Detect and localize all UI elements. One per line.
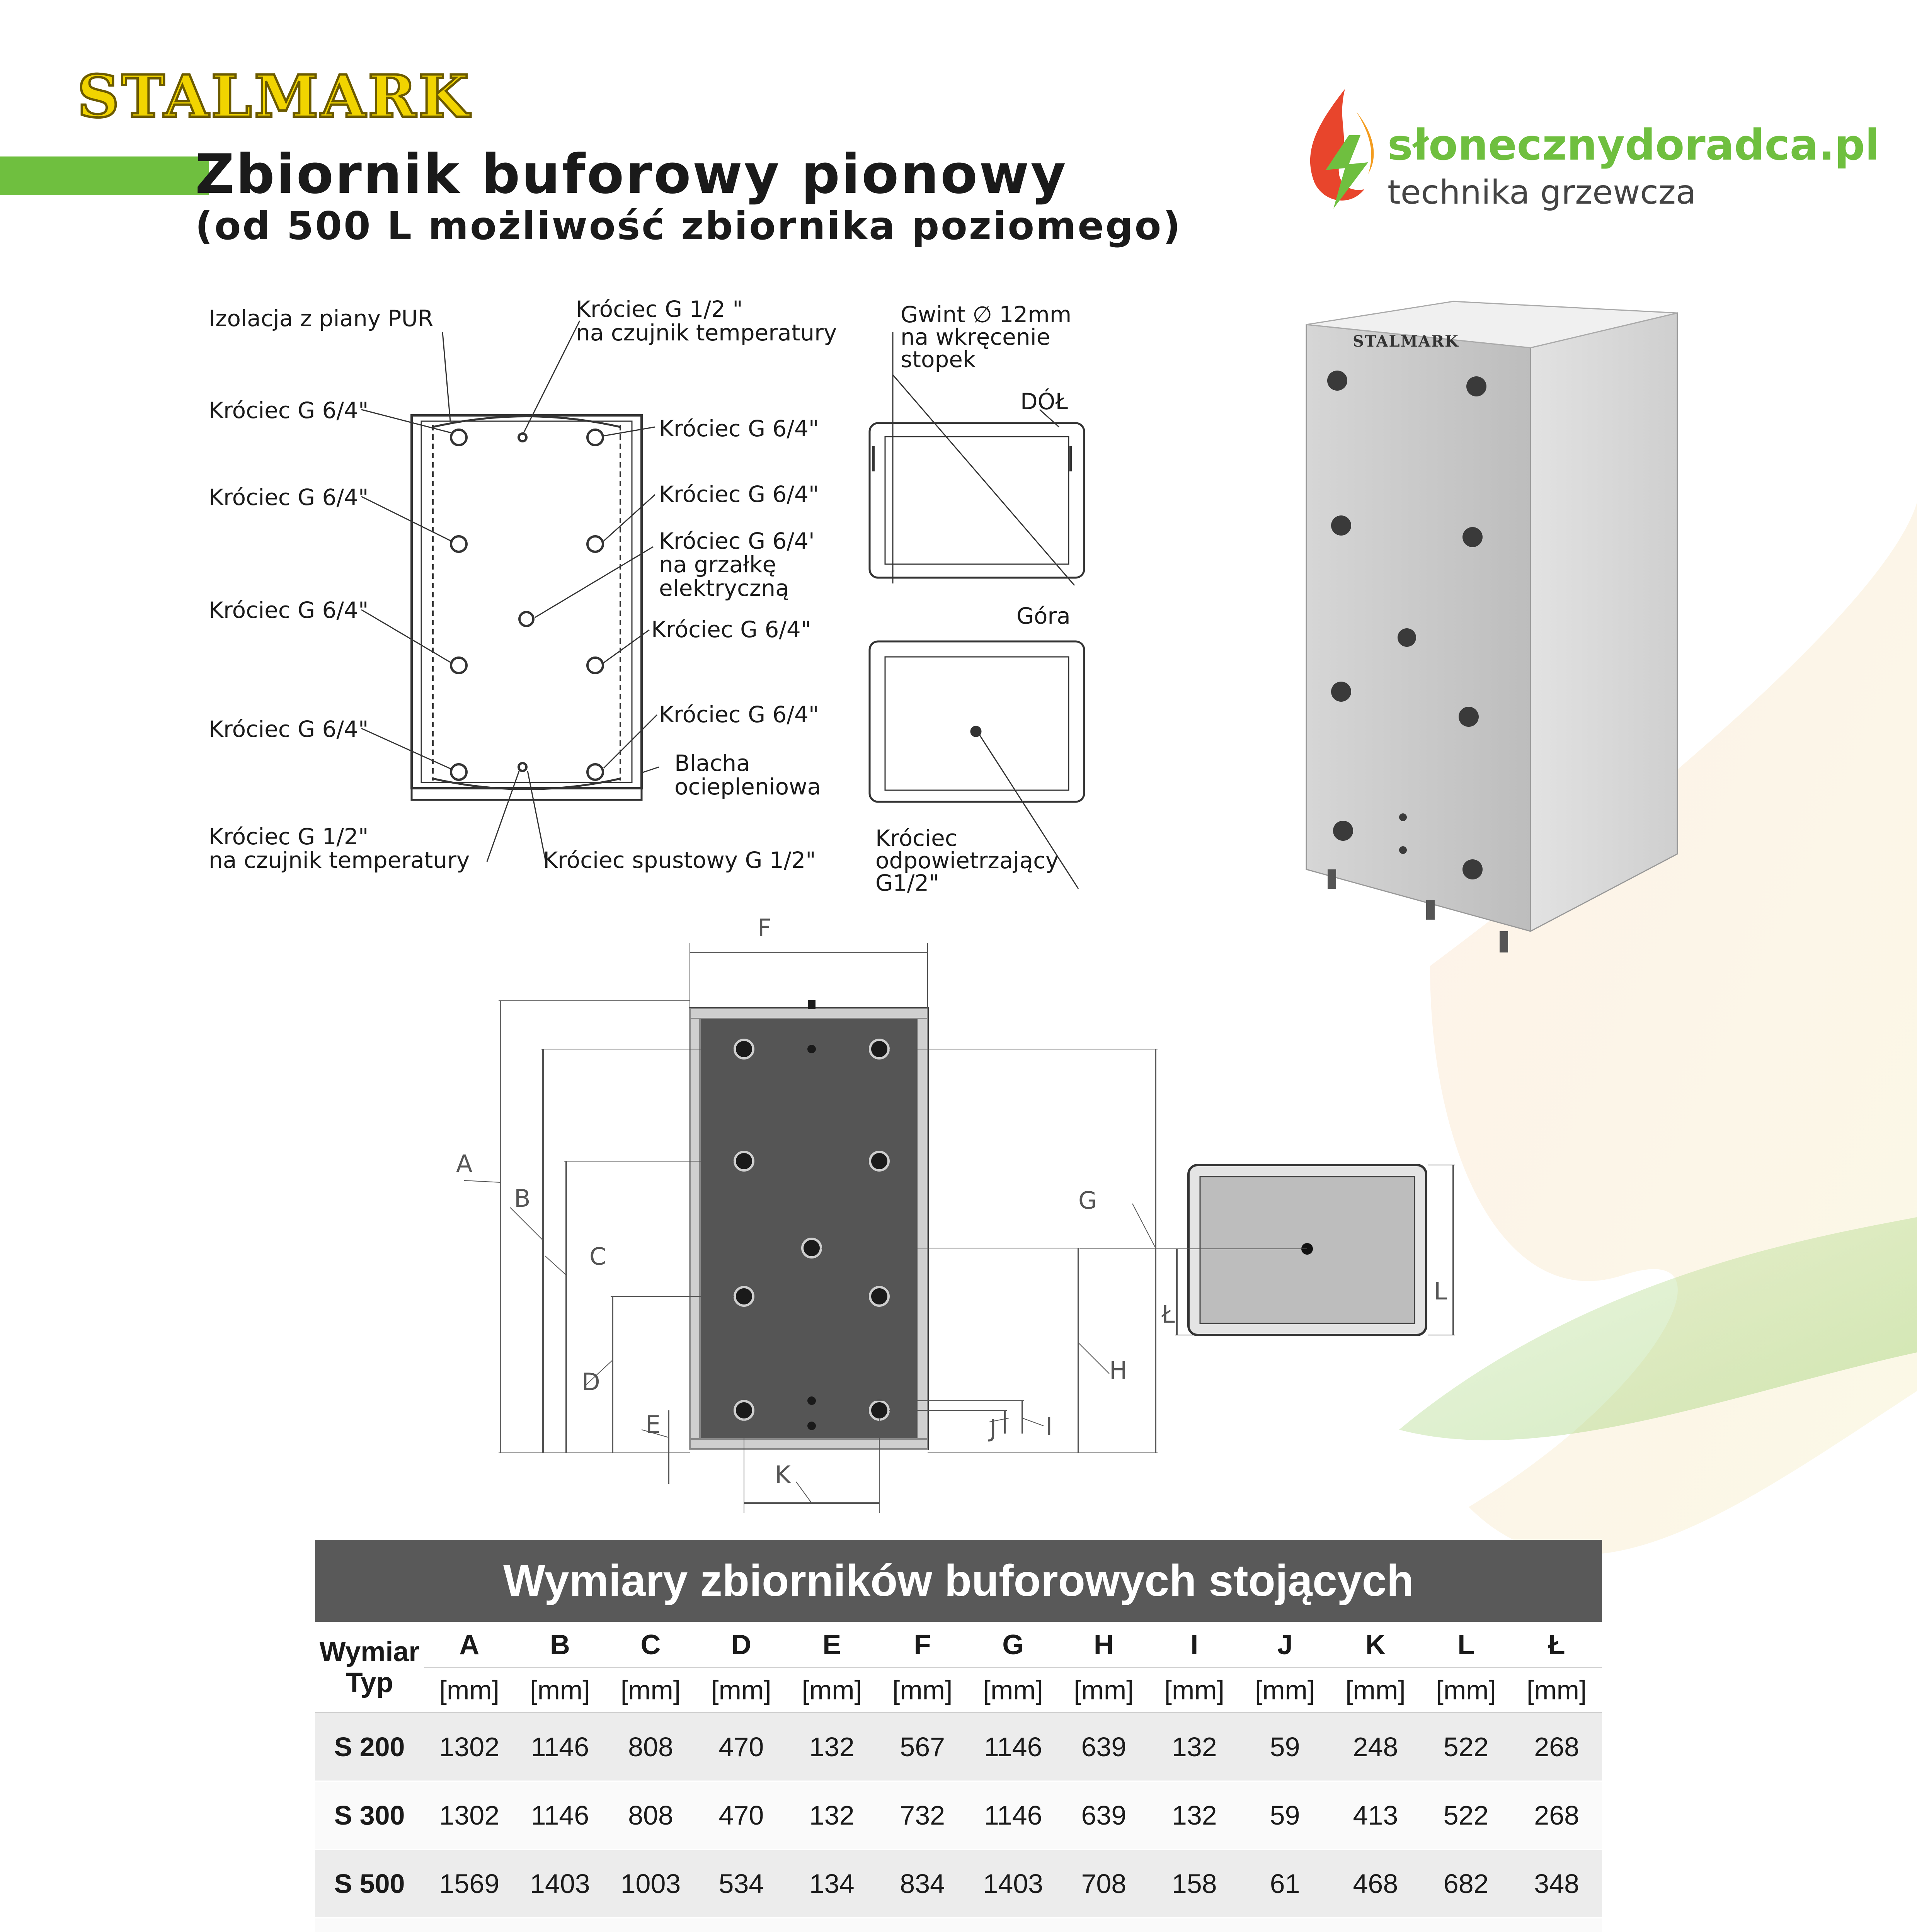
- label-sensor-top-line2: na czujnik temperatury: [576, 319, 837, 346]
- page-subtitle: (od 500 L możliwość zbiornika poziomego): [195, 203, 1182, 248]
- label-sensor-top: [576, 298, 837, 345]
- type-cell: S 500: [315, 1850, 424, 1918]
- dim-letter-b: B: [514, 1184, 531, 1213]
- value-cell: [605, 1918, 696, 1932]
- label-right-stub-1: Króciec G 6/4": [659, 415, 819, 442]
- value-cell: 808: [605, 1781, 696, 1850]
- site-logo: słonecznydoradca.pl: [1388, 120, 1880, 170]
- value-cell: 61: [1239, 1850, 1330, 1918]
- label-right-stub-3: Króciec G 6/4": [651, 616, 811, 643]
- value-cell: 1302: [424, 1713, 515, 1781]
- label-heater-stub: [659, 529, 815, 600]
- page-title: Zbiornik buforowy pionowy: [195, 143, 1067, 206]
- col-header: H: [1059, 1622, 1149, 1668]
- value-cell: 158: [1149, 1850, 1239, 1918]
- dim-letter-i: I: [1045, 1412, 1053, 1440]
- dim-letter-h: H: [1109, 1356, 1127, 1384]
- value-cell: 470: [696, 1781, 787, 1850]
- label-heater-line2: na grzałkę: [659, 551, 776, 578]
- label-sensor-bottom-line1: Króciec G 1/2": [209, 823, 369, 850]
- dimensions-table-title: Wymiary zbiorników buforowych stojących: [315, 1540, 1602, 1622]
- dim-letter-g: G: [1078, 1186, 1097, 1214]
- site-logo-tagline: technika grzewcza: [1388, 173, 1696, 212]
- value-cell: 468: [1330, 1850, 1421, 1918]
- value-cell: [696, 1918, 787, 1932]
- unit-cell: [mm]: [1149, 1668, 1239, 1713]
- col-header: F: [877, 1622, 968, 1668]
- value-cell: 59: [1239, 1781, 1330, 1850]
- type-cell: S 200: [315, 1713, 424, 1781]
- col-header: L: [1421, 1622, 1511, 1668]
- unit-cell: [mm]: [1330, 1668, 1421, 1713]
- dimensions-header-row: [315, 1622, 1602, 1668]
- col-header: J: [1239, 1622, 1330, 1668]
- value-cell: 1403: [968, 1850, 1059, 1918]
- label-vent: [875, 827, 1059, 894]
- value-cell: [1330, 1918, 1421, 1932]
- unit-cell: [mm]: [605, 1668, 696, 1713]
- value-cell: 1146: [515, 1781, 606, 1850]
- corner-label-type: Typ: [346, 1667, 393, 1698]
- value-cell: [1149, 1918, 1239, 1932]
- value-cell: 1302: [424, 1781, 515, 1850]
- unit-cell: [mm]: [1511, 1668, 1602, 1713]
- value-cell: [787, 1918, 877, 1932]
- corner-label-dimension: Wymiar: [319, 1636, 420, 1668]
- label-drain: Króciec spustowy G 1/2": [543, 847, 816, 873]
- dim-letter-c: C: [589, 1242, 606, 1270]
- dimensions-unit-row: [315, 1668, 1602, 1713]
- label-insulation: Izolacja z piany PUR: [209, 305, 434, 332]
- dimension-drawing: [441, 916, 1484, 1515]
- value-cell: 1146: [968, 1713, 1059, 1781]
- label-vent-line2: odpowietrzający: [875, 847, 1059, 874]
- table-row: [315, 1713, 1602, 1781]
- label-thread: [901, 303, 1071, 371]
- label-sheet: [674, 752, 821, 799]
- unit-cell: [mm]: [515, 1668, 606, 1713]
- value-cell: 348: [1511, 1850, 1602, 1918]
- unit-cell: [mm]: [1421, 1668, 1511, 1713]
- label-left-stub-3: Króciec G 6/4": [209, 597, 369, 623]
- value-cell: 132: [1149, 1713, 1239, 1781]
- dimensions-corner-cell: [315, 1622, 424, 1713]
- value-cell: [515, 1918, 606, 1932]
- unit-cell: [mm]: [1059, 1668, 1149, 1713]
- label-sheet-line1: Blacha: [674, 750, 750, 776]
- value-cell: 268: [1511, 1781, 1602, 1850]
- dim-letter-a: A: [456, 1150, 473, 1178]
- value-cell: [877, 1918, 968, 1932]
- value-cell: 134: [787, 1850, 877, 1918]
- value-cell: 567: [877, 1713, 968, 1781]
- flame-logo-icon: [1302, 89, 1380, 209]
- col-header: G: [968, 1622, 1059, 1668]
- label-sensor-bottom-line2: na czujnik temperatury: [209, 847, 470, 873]
- value-cell: 132: [787, 1781, 877, 1850]
- value-cell: 834: [877, 1850, 968, 1918]
- label-left-stub-1: Króciec G 6/4": [209, 397, 369, 423]
- label-vent-line1: Króciec: [875, 825, 957, 851]
- value-cell: 639: [1059, 1713, 1149, 1781]
- value-cell: [1239, 1918, 1330, 1932]
- brand-logo-text: STALMARK: [77, 63, 472, 131]
- table-row: [315, 1850, 1602, 1918]
- col-header: E: [787, 1622, 877, 1668]
- value-cell: [1511, 1918, 1602, 1932]
- value-cell: 1003: [605, 1850, 696, 1918]
- unit-cell: [mm]: [968, 1668, 1059, 1713]
- value-cell: 413: [1330, 1781, 1421, 1850]
- value-cell: 1403: [515, 1850, 606, 1918]
- dimensions-table: [315, 1540, 1602, 1932]
- table-row: [315, 1918, 1602, 1932]
- label-heater-line1: Króciec G 6/4': [659, 528, 815, 554]
- unit-cell: [mm]: [424, 1668, 515, 1713]
- value-cell: 132: [787, 1713, 877, 1781]
- product-badge: STALMARK: [1353, 332, 1459, 350]
- dim-letter-k: K: [775, 1461, 791, 1489]
- col-header: Ł: [1511, 1622, 1602, 1668]
- label-thread-line2: na wkręcenie: [901, 324, 1050, 350]
- value-cell: 268: [1511, 1713, 1602, 1781]
- value-cell: 708: [1059, 1850, 1149, 1918]
- dim-letter-j: J: [989, 1414, 997, 1442]
- label-left-stub-2: Króciec G 6/4": [209, 484, 369, 510]
- value-cell: 534: [696, 1850, 787, 1918]
- type-cell: S 300: [315, 1781, 424, 1850]
- col-header: A: [424, 1622, 515, 1668]
- value-cell: 732: [877, 1781, 968, 1850]
- label-thread-line1: Gwint ∅ 12mm: [901, 301, 1072, 328]
- value-cell: 639: [1059, 1781, 1149, 1850]
- unit-cell: [mm]: [1239, 1668, 1330, 1713]
- value-cell: [424, 1918, 515, 1932]
- value-cell: 1146: [968, 1781, 1059, 1850]
- value-cell: 522: [1421, 1781, 1511, 1850]
- col-header: D: [696, 1622, 787, 1668]
- dim-letter-l: L: [1434, 1277, 1447, 1305]
- dim-letter-d: D: [582, 1368, 600, 1396]
- value-cell: [1059, 1918, 1149, 1932]
- dim-letter-l-stroke: Ł: [1161, 1300, 1175, 1328]
- value-cell: 522: [1421, 1713, 1511, 1781]
- table-row: [315, 1781, 1602, 1850]
- col-header: C: [605, 1622, 696, 1668]
- value-cell: 132: [1149, 1781, 1239, 1850]
- label-heater-line3: elektryczną: [659, 575, 789, 601]
- label-sensor-bottom: [209, 825, 470, 872]
- type-cell: [315, 1918, 424, 1932]
- value-cell: 682: [1421, 1850, 1511, 1918]
- unit-cell: [mm]: [696, 1668, 787, 1713]
- label-left-stub-4: Króciec G 6/4": [209, 716, 369, 742]
- value-cell: 59: [1239, 1713, 1330, 1781]
- unit-cell: [mm]: [787, 1668, 877, 1713]
- label-top-view: Góra: [1016, 603, 1071, 629]
- product-photo: [1291, 298, 1708, 966]
- value-cell: 808: [605, 1713, 696, 1781]
- col-header: I: [1149, 1622, 1239, 1668]
- dim-letter-e: E: [645, 1410, 661, 1439]
- label-right-stub-4: Króciec G 6/4": [659, 701, 819, 728]
- label-right-stub-2: Króciec G 6/4": [659, 481, 819, 507]
- label-bottom-view: DÓŁ: [1020, 388, 1068, 415]
- unit-cell: [mm]: [877, 1668, 968, 1713]
- col-header: B: [515, 1622, 606, 1668]
- value-cell: 470: [696, 1713, 787, 1781]
- label-thread-line3: stopek: [901, 346, 976, 372]
- dim-letter-f: F: [758, 914, 771, 942]
- value-cell: [1421, 1918, 1511, 1932]
- value-cell: [968, 1918, 1059, 1932]
- value-cell: 1146: [515, 1713, 606, 1781]
- label-sensor-top-line1: Króciec G 1/2 ": [576, 296, 743, 322]
- accent-bar: [0, 156, 209, 195]
- value-cell: 248: [1330, 1713, 1421, 1781]
- label-sheet-line2: ociepleniowa: [674, 773, 821, 800]
- label-vent-line3: G1/2": [875, 870, 939, 896]
- col-header: K: [1330, 1622, 1421, 1668]
- value-cell: 1569: [424, 1850, 515, 1918]
